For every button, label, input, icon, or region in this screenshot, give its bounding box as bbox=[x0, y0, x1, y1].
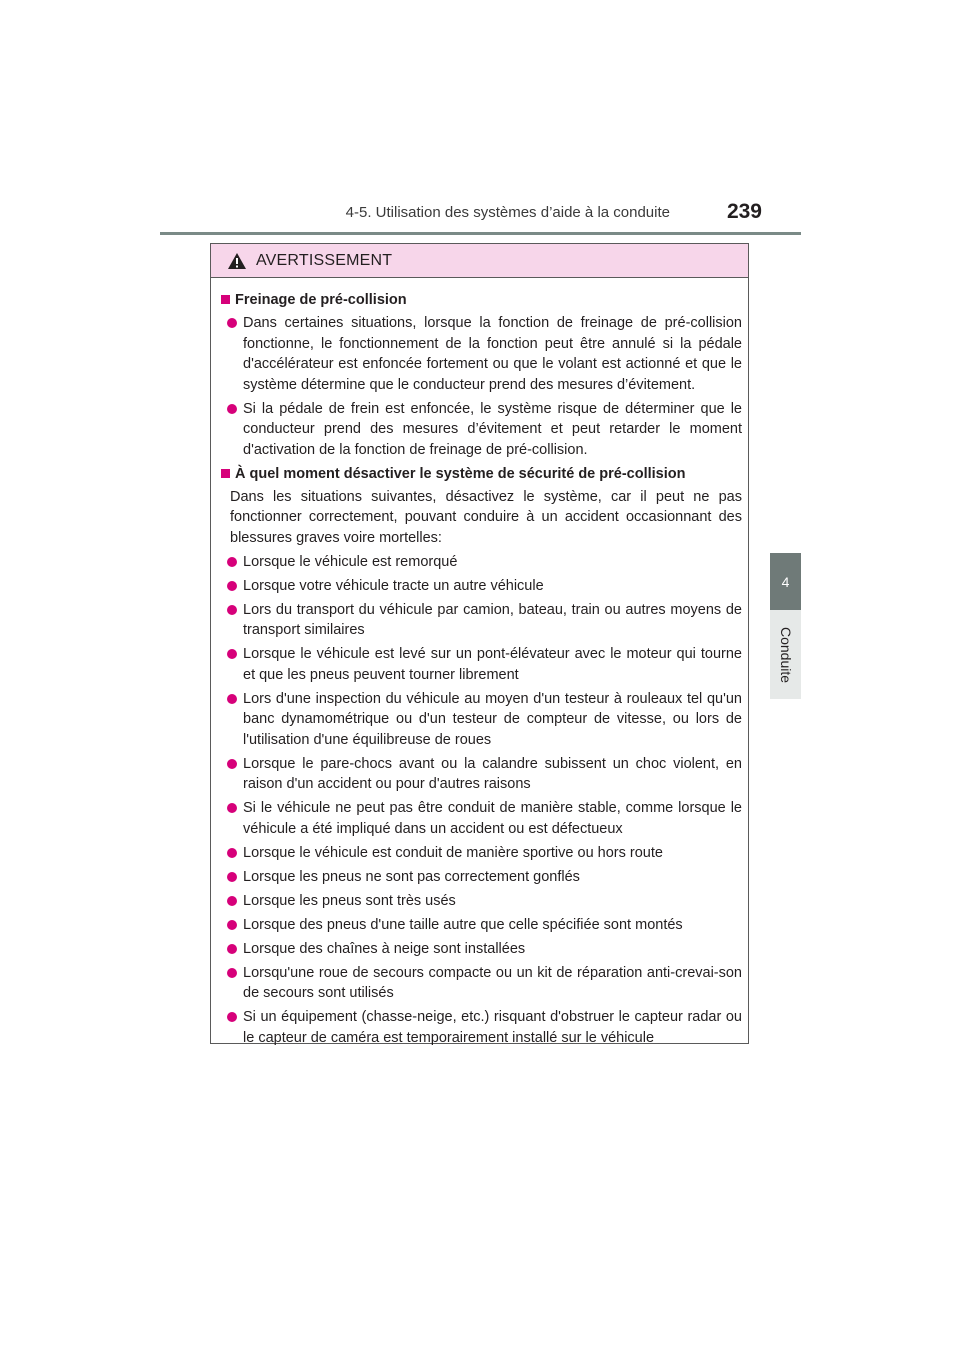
bullet-dot-icon bbox=[227, 920, 237, 930]
list-item-text: Lorsque les pneus ne sont pas correctement gonflés bbox=[243, 868, 580, 885]
warning-title: AVERTISSEMENT bbox=[256, 251, 393, 269]
running-header-title: 4-5. Utilisation des systèmes d’aide à la conduite bbox=[345, 204, 670, 221]
bullet-dot-icon bbox=[227, 968, 237, 978]
list-item-text: Lorsqu'une roue de secours compacte ou un kit de réparation anti-crevai-son de secours sont utilisés bbox=[243, 964, 742, 1001]
list-item-text: Si le véhicule ne peut pas être conduit de manière stable, comme lorsque le véhicule a été impliqué dans un accident ou est défectueux bbox=[243, 800, 742, 837]
list-item-text: Si un équipement (chasse-neige, etc.) risquant d'obstruer le capteur radar ou le capteur de caméra est temporairement installé sur le véhicule bbox=[243, 1009, 742, 1046]
list-item-text: Lors du transport du véhicule par camion, bateau, train ou autres moyens de transport similaires bbox=[243, 601, 742, 638]
warning-triangle-icon bbox=[227, 252, 247, 270]
list-item bbox=[221, 915, 742, 936]
list-item bbox=[221, 313, 742, 395]
list-item-text: Lorsque le véhicule est conduit de manière sportive ou hors route bbox=[243, 844, 663, 861]
square-bullet-icon bbox=[221, 469, 230, 478]
section-intro: Dans les situations suivantes, désactivez le système, car il peut ne pas fonctionner correctement, pouvant conduire à un accident occasionnant des blessures graves voire mortelles: bbox=[230, 488, 742, 546]
bullet-dot-icon bbox=[227, 1012, 237, 1022]
list-item-text: Si la pédale de frein est enfoncée, le système risque de déterminer que le conducteur prend des mesures d’évitement et peut retarder le moment d'activation de la fonction de freinage de pré-collision. bbox=[243, 400, 742, 458]
list-item bbox=[221, 754, 742, 795]
bullet-dot-icon bbox=[227, 759, 237, 769]
section-title-text: À quel moment désactiver le système de sécurité de pré-collision bbox=[235, 465, 686, 482]
bullet-dot-icon bbox=[227, 581, 237, 591]
warning-box bbox=[210, 243, 749, 1044]
bullet-dot-icon bbox=[227, 318, 237, 328]
list-item-text: Lors d'une inspection du véhicule au moyen d'un testeur à rouleaux tel qu'un banc dynamométrique ou d'un testeur de compteur de vitesse, ou lors de l'utilisation d'une équilibreuse de roues bbox=[243, 690, 742, 748]
list-item-text: Lorsque des pneus d'une taille autre que celle spécifiée sont montés bbox=[243, 916, 683, 933]
section-title bbox=[221, 290, 742, 310]
list-item-text: Lorsque le véhicule est remorqué bbox=[243, 553, 458, 570]
bullet-dot-icon bbox=[227, 848, 237, 858]
list-item bbox=[221, 798, 742, 839]
bullet-dot-icon bbox=[227, 803, 237, 813]
list-item-text: Lorsque les pneus sont très usés bbox=[243, 892, 456, 909]
list-item bbox=[221, 399, 742, 461]
list-item-text: Lorsque le véhicule est levé sur un pont-élévateur avec le moteur qui tourne et que les pneus peuvent tourner librement bbox=[243, 646, 742, 683]
list-item-text: Lorsque des chaînes à neige sont installées bbox=[243, 940, 526, 957]
section-title bbox=[221, 464, 742, 484]
bullet-dot-icon bbox=[227, 896, 237, 906]
list-item bbox=[221, 552, 742, 573]
list-item bbox=[221, 867, 742, 888]
header-rule bbox=[160, 232, 801, 235]
chapter-label: Conduite bbox=[777, 626, 794, 683]
chapter-label-tab bbox=[770, 610, 801, 699]
list-item bbox=[221, 600, 742, 641]
bullet-dot-icon bbox=[227, 872, 237, 882]
list-item bbox=[221, 644, 742, 685]
bullet-dot-icon bbox=[227, 557, 237, 567]
section-title-text: Freinage de pré-collision bbox=[235, 292, 407, 308]
list-item bbox=[221, 1007, 742, 1048]
chapter-number: 4 bbox=[781, 573, 790, 590]
bullet-dot-icon bbox=[227, 694, 237, 704]
bullet-dot-icon bbox=[227, 649, 237, 659]
list-item bbox=[221, 689, 742, 751]
list-item bbox=[221, 939, 742, 960]
list-item-text: Lorsque le pare-chocs avant ou la calandre subissent un choc violent, en raison d'un accident ou pour d'autres raisons bbox=[243, 755, 742, 792]
bullet-dot-icon bbox=[227, 605, 237, 615]
warning-header bbox=[211, 244, 748, 278]
bullet-dot-icon bbox=[227, 404, 237, 414]
list-item bbox=[221, 963, 742, 1004]
list-item bbox=[221, 891, 742, 912]
bullet-dot-icon bbox=[227, 944, 237, 954]
list-item bbox=[221, 576, 742, 597]
warning-body bbox=[211, 278, 748, 1048]
chapter-number-tab bbox=[770, 553, 801, 610]
list-item-text: Lorsque votre véhicule tracte un autre véhicule bbox=[243, 577, 544, 594]
list-item-text: Dans certaines situations, lorsque la fonction de freinage de pré-collision fonctionne, le fonctionnement de la fonction peut être annulé si la pédale d'accélérateur est enfoncée fortement ou que le volant est actionné et que le système détermine que le conducteur prend des mesures d’évitement. bbox=[243, 315, 742, 393]
page-number: 239 bbox=[726, 200, 762, 223]
square-bullet-icon bbox=[221, 295, 230, 304]
list-item bbox=[221, 843, 742, 864]
